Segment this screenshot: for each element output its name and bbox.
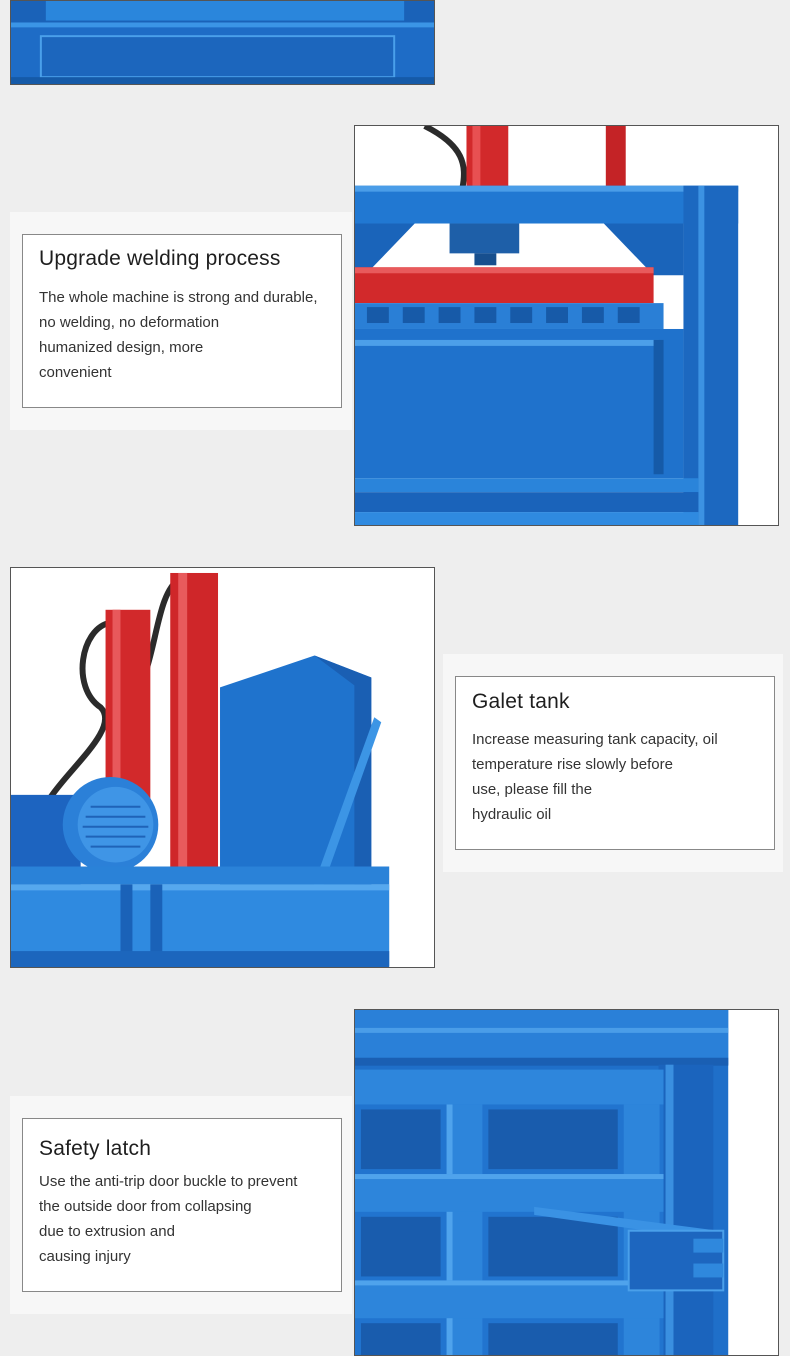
feature-line: humanized design, more — [39, 339, 204, 356]
feature-line: Increase measuring tank capacity, oil — [472, 731, 718, 748]
feature-line: no welding, no deformation — [39, 314, 220, 331]
feature-line: temperature rise slowly before — [472, 756, 673, 773]
feature-title: Upgrade welding process — [39, 247, 281, 270]
feature-line: Use the anti-trip door buckle to prevent — [39, 1173, 298, 1190]
feature-card-tank — [455, 676, 775, 850]
feature-line: causing injury — [39, 1248, 131, 1265]
feature-card-welding — [22, 234, 342, 408]
feature-card-latch — [22, 1118, 342, 1292]
safety-latch-photo — [354, 1009, 779, 1356]
feature-title: Galet tank — [472, 690, 570, 713]
feature-line: hydraulic oil — [472, 806, 552, 823]
feature-line: the outside door from collapsing — [39, 1198, 252, 1215]
feature-line: use, please fill the — [472, 781, 593, 798]
feature-title: Safety latch — [39, 1137, 152, 1160]
feature-line: convenient — [39, 364, 112, 381]
machine-base-photo — [10, 0, 435, 85]
feature-line: The whole machine is strong and durable, — [39, 289, 318, 306]
galet-tank-photo — [10, 567, 435, 968]
welding-process-photo — [354, 125, 779, 526]
feature-line: due to extrusion and — [39, 1223, 175, 1240]
